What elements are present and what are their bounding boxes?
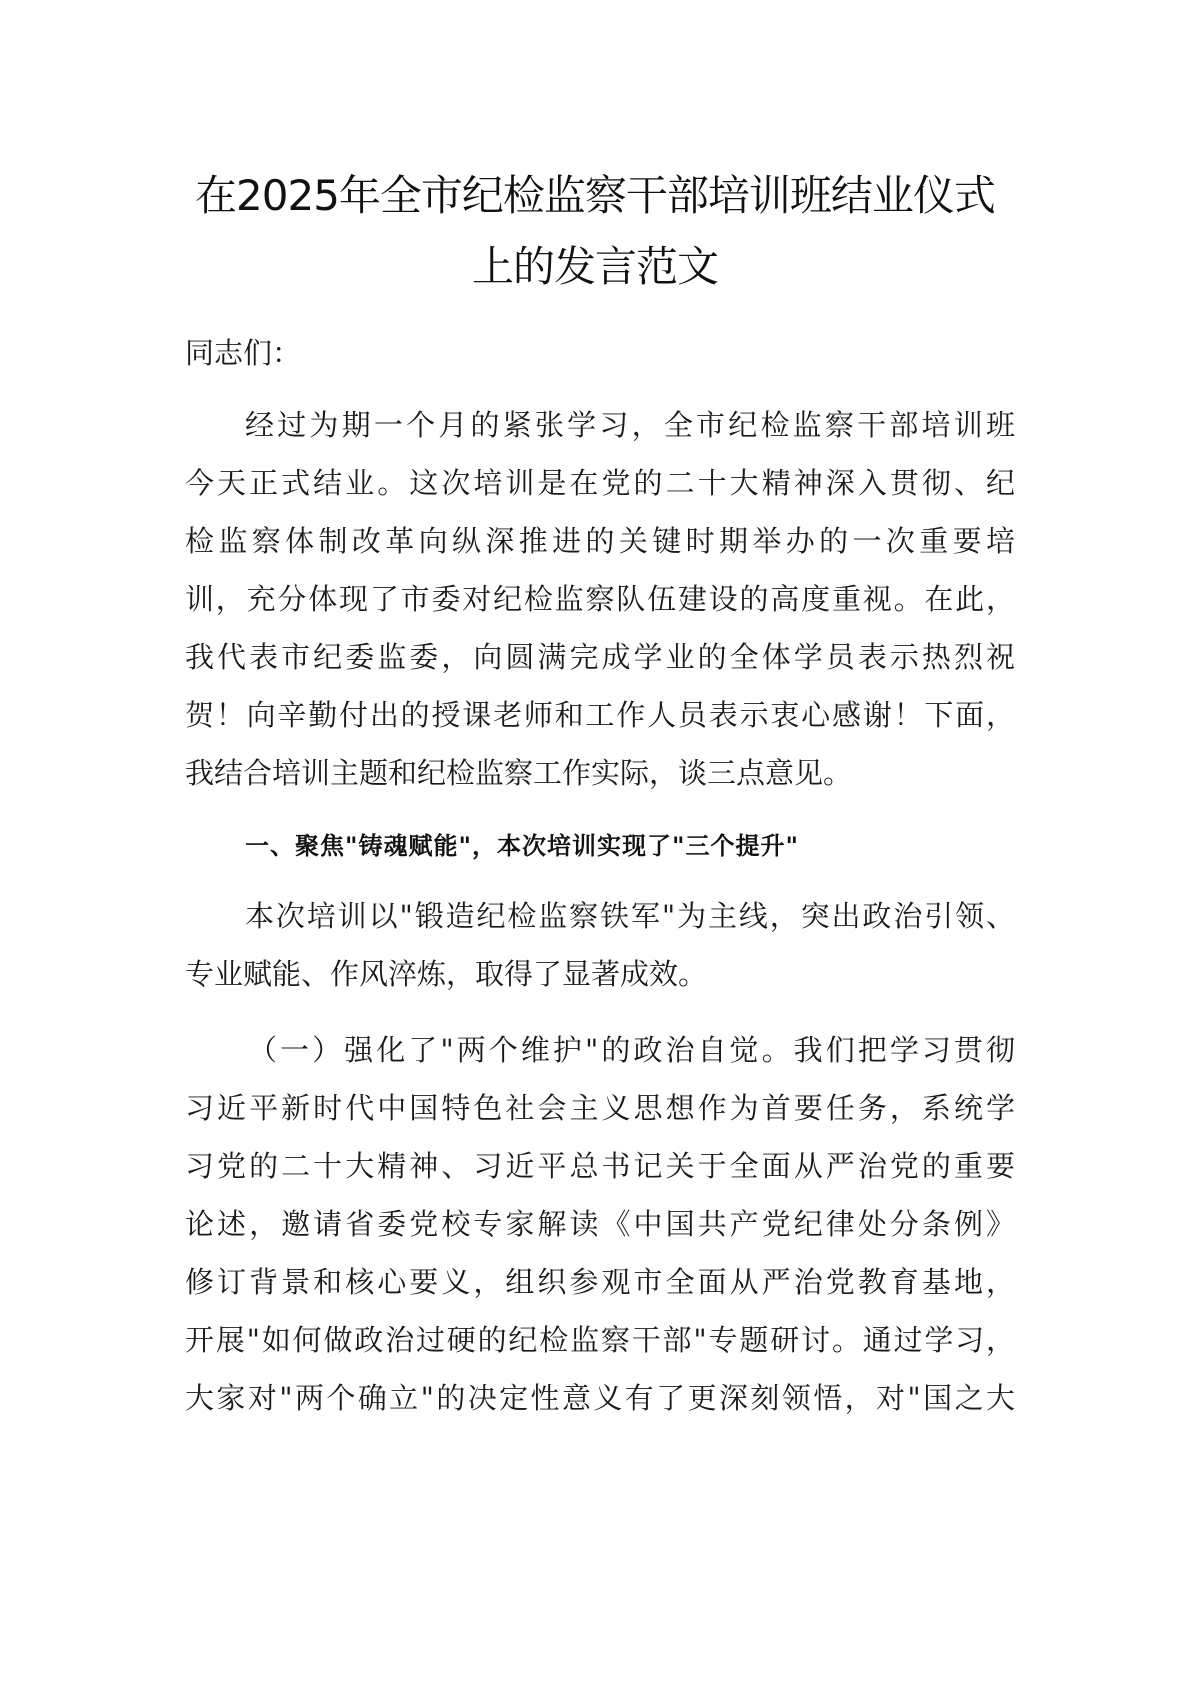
paragraph-line: 专业赋能、作风淬炼，取得了显著成效。 bbox=[185, 957, 708, 991]
paragraph-line: 贺！向辛勤付出的授课老师和工作人员表示衷心感谢！下面， bbox=[185, 698, 1015, 732]
paragraph-line: （一）强化了"两个维护"的政治自觉。我们把学习贯彻 bbox=[248, 1033, 1015, 1067]
paragraph-line: 我结合培训主题和纪检监察工作实际，谈三点意见。 bbox=[185, 756, 853, 790]
paragraph-line: 检监察体制改革向纵深推进的关键时期举办的一次重要培 bbox=[185, 524, 1015, 558]
paragraph-line: 习党的二十大精神、习近平总书记关于全面从严治党的重要 bbox=[185, 1149, 1015, 1183]
section-heading: 一、聚焦"铸魂赋能"，本次培训实现了"三个提升" bbox=[245, 832, 800, 860]
salutation: 同志们： bbox=[185, 336, 302, 370]
paragraph-line: 大家对"两个确立"的决定性意义有了更深刻领悟，对"国之大 bbox=[185, 1381, 1015, 1415]
document-title-line-1: 在2025年全市纪检监察干部培训班结业仪式 bbox=[195, 171, 995, 220]
document-title-line-2: 上的发言范文 bbox=[471, 242, 718, 291]
paragraph-line: 修订背景和核心要义，组织参观市全面从严治党教育基地， bbox=[185, 1265, 1015, 1299]
paragraph-line: 论述，邀请省委党校专家解读《中国共产党纪律处分条例》 bbox=[185, 1207, 1015, 1241]
paragraph-line: 经过为期一个月的紧张学习，全市纪检监察干部培训班 bbox=[245, 408, 1015, 442]
paragraph-line: 训，充分体现了市委对纪检监察队伍建设的高度重视。在此， bbox=[185, 582, 1015, 616]
paragraph-line: 本次培训以"锻造纪检监察铁军"为主线，突出政治引领、 bbox=[245, 899, 1015, 933]
paragraph-line: 今天正式结业。这次培训是在党的二十大精神深入贯彻、纪 bbox=[185, 466, 1015, 500]
paragraph-line: 开展"如何做政治过硬的纪检监察干部"专题研讨。通过学习， bbox=[185, 1323, 1015, 1357]
paragraph-line: 我代表市纪委监委，向圆满完成学业的全体学员表示热烈祝 bbox=[185, 640, 1015, 674]
paragraph-line: 习近平新时代中国特色社会主义思想作为首要任务，系统学 bbox=[185, 1091, 1015, 1125]
